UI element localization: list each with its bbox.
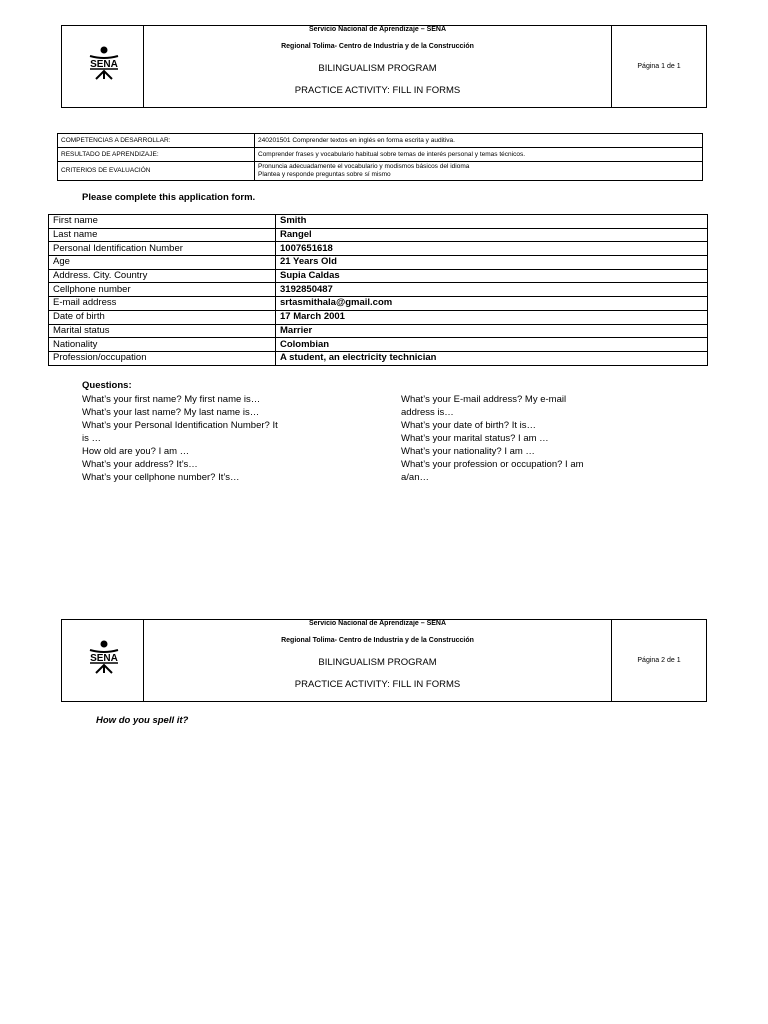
table-row — [49, 324, 708, 338]
question-line: What’s your last name? My last name is… — [82, 407, 260, 418]
table-row — [49, 269, 708, 283]
header-title-block — [144, 620, 611, 701]
activity-title: PRACTICE ACTIVITY: FILL IN FORMS — [294, 85, 461, 96]
sena-logo-icon — [84, 640, 124, 674]
table-row — [58, 162, 703, 181]
activity-title: PRACTICE ACTIVITY: FILL IN FORMS — [294, 679, 461, 690]
table-row — [49, 228, 708, 242]
table-row — [49, 242, 708, 256]
field-value[interactable]: Smith — [276, 215, 708, 229]
field-value[interactable]: 21 Years Old — [276, 256, 708, 270]
field-label: Marital status — [49, 324, 276, 338]
evaluation-criteria-value — [255, 162, 703, 181]
question-line: a/an… — [401, 472, 429, 483]
question-line: What’s your E-mail address? My e-mail — [401, 394, 567, 405]
question-line: What’s your Personal Identification Number? It — [82, 420, 278, 431]
field-label: Profession/occupation — [49, 351, 276, 365]
org-name: Servicio Nacional de Aprendizaje – SENA — [308, 620, 447, 627]
application-form-table — [48, 214, 708, 366]
document-header-page-1 — [61, 25, 707, 108]
question-line: What’s your address? It’s… — [82, 459, 198, 470]
field-label: Personal Identification Number — [49, 242, 276, 256]
learning-result-label: RESULTADO DE APRENDIZAJE: — [58, 148, 255, 162]
question-line: What’s your nationality? I am … — [401, 446, 535, 457]
field-value[interactable]: 17 March 2001 — [276, 310, 708, 324]
program-title: BILINGUALISM PROGRAM — [318, 657, 437, 668]
question-line: How old are you? I am … — [82, 446, 190, 457]
field-label: Date of birth — [49, 310, 276, 324]
question-line: What’s your date of birth? It is… — [401, 420, 536, 431]
table-row — [49, 215, 708, 229]
field-value[interactable]: Rangel — [276, 228, 708, 242]
logo-text: SENA — [90, 653, 118, 664]
field-value[interactable]: 1007651618 — [276, 242, 708, 256]
questions-heading: Questions: — [82, 380, 132, 391]
field-label: E-mail address — [49, 297, 276, 311]
program-title: BILINGUALISM PROGRAM — [318, 63, 437, 74]
field-label: Cellphone number — [49, 283, 276, 297]
field-value[interactable]: srtasmithala@gmail.com — [276, 297, 708, 311]
question-line: What’s your cellphone number? It’s… — [82, 472, 240, 483]
table-row — [58, 148, 703, 162]
field-value[interactable]: 3192850487 — [276, 283, 708, 297]
question-line: What’s your profession or occupation? I am — [401, 459, 584, 470]
field-value[interactable]: A student, an electricity technician — [276, 351, 708, 365]
question-line: address is… — [401, 407, 454, 418]
field-label: Nationality — [49, 338, 276, 352]
field-label: First name — [49, 215, 276, 229]
competency-value: 240201501 Comprender textos en inglés en forma escrita y auditiva. — [255, 134, 703, 148]
form-instructions: Please complete this application form. — [82, 192, 256, 203]
questions-right-column — [401, 393, 584, 484]
table-row — [58, 134, 703, 148]
table-row — [49, 297, 708, 311]
header-title-block — [144, 26, 611, 107]
regional-name: Regional Tolima- Centro de Industria y de la Construcción — [281, 43, 474, 50]
logo-text: SENA — [90, 59, 118, 70]
spell-prompt: How do you spell it? — [96, 715, 189, 726]
page-number: Página 2 de 1 — [611, 620, 706, 701]
competencies-table — [57, 133, 703, 181]
document-header-page-2 — [61, 619, 707, 702]
table-row — [49, 310, 708, 324]
org-name: Servicio Nacional de Aprendizaje – SENA — [308, 26, 447, 33]
evaluation-criteria-line-2: Plantea y responde preguntas sobre sí mismo — [258, 171, 391, 178]
field-label: Age — [49, 256, 276, 270]
logo-cell — [62, 26, 144, 107]
field-value[interactable]: Marrier — [276, 324, 708, 338]
field-label: Last name — [49, 228, 276, 242]
page-number: Página 1 de 1 — [611, 26, 706, 107]
table-row — [49, 338, 708, 352]
evaluation-criteria-line-1: Pronuncia adecuadamente el vocabulario y modismos básicos del idioma — [258, 163, 470, 170]
logo-cell — [62, 620, 144, 701]
question-line: What’s your marital status? I am … — [401, 433, 549, 444]
field-label: Address. City. Country — [49, 269, 276, 283]
table-row — [49, 351, 708, 365]
evaluation-criteria-label: CRITERIOS DE EVALUACIÓN — [58, 162, 255, 181]
question-line: What’s your first name? My first name is… — [82, 394, 261, 405]
table-row — [49, 283, 708, 297]
competency-label: COMPETENCIAS A DESARROLLAR: — [58, 134, 255, 148]
learning-result-value: Comprender frases y vocabulario habitual sobre temas de interés personal y temas técnicos. — [255, 148, 703, 162]
question-line: is … — [82, 433, 101, 444]
field-value[interactable]: Supia Caldas — [276, 269, 708, 283]
sena-logo-icon — [84, 46, 124, 80]
field-value[interactable]: Colombian — [276, 338, 708, 352]
regional-name: Regional Tolima- Centro de Industria y de la Construcción — [281, 637, 474, 644]
table-row — [49, 256, 708, 270]
questions-left-column — [82, 393, 278, 484]
